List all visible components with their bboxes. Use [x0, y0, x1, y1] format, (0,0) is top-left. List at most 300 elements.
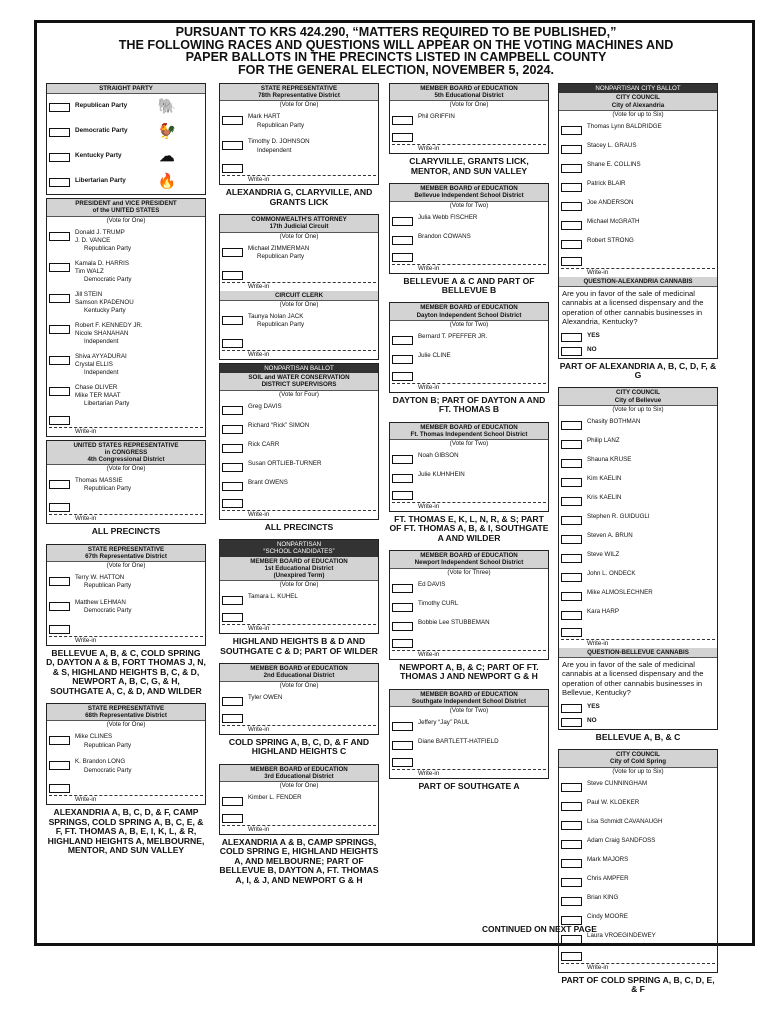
precinct-list: PART OF ALEXANDRIA A, B, C, D, F, & G [559, 360, 717, 381]
banner-line: “SCHOOL CANDIDATES” [263, 548, 335, 556]
contest-header-line: MEMBER BOARD of EDUCATION [420, 690, 518, 698]
vote-checkbox[interactable] [561, 126, 582, 135]
party-affiliation: Republican Party [257, 321, 305, 329]
party-affiliation: Republican Party [84, 741, 132, 749]
candidate-row [559, 453, 717, 472]
candidate-row [390, 716, 548, 735]
candidate-row [390, 597, 548, 616]
write-in-checkbox[interactable] [222, 499, 243, 508]
vote-checkbox[interactable] [392, 584, 413, 593]
candidate-name: Mike TER MAAT [75, 391, 121, 399]
write-in-checkbox[interactable] [561, 628, 582, 637]
party-affiliation: Democratic Party [84, 607, 132, 615]
vote-checkbox[interactable] [392, 336, 413, 345]
vote-checkbox[interactable] [561, 535, 582, 544]
vote-checkbox[interactable] [49, 761, 70, 770]
candidate-row [47, 596, 205, 621]
vote-checkbox[interactable] [561, 859, 582, 868]
vote-checkbox[interactable] [49, 103, 70, 112]
vote-checkbox[interactable] [49, 577, 70, 586]
contest-header-line: 68th Representative District [85, 712, 167, 720]
candidate-row [559, 567, 717, 586]
straight-party-box [46, 83, 206, 195]
vote-checkbox[interactable] [561, 592, 582, 601]
party-affiliation: Democratic Party [84, 276, 132, 284]
vote-checkbox[interactable] [49, 480, 70, 489]
contest-box [46, 198, 206, 436]
contest-header-line: UNITED STATES REPRESENTATIVE [73, 441, 179, 449]
write-in-label: Write-in [248, 282, 270, 290]
question-option [559, 715, 717, 729]
contest-header-line: SOIL and WATER CONSERVATION [248, 374, 350, 382]
vote-for-instruction: (Vote for One) [279, 300, 319, 308]
vote-checkbox[interactable] [49, 602, 70, 611]
contest-header [390, 423, 548, 440]
candidate-name: Jeffery “Jay” PAUL [418, 718, 470, 726]
candidate-name: Jill STEIN [75, 290, 103, 298]
candidate-name: Steven A. BRUN [587, 531, 633, 539]
vote-checkbox[interactable] [561, 821, 582, 830]
vote-checkbox[interactable] [561, 704, 582, 713]
candidate-name: J. D. VANCE [75, 236, 111, 244]
candidate-name: Phil GRIFFIN [418, 113, 455, 121]
write-in-line[interactable] [49, 427, 203, 428]
precinct-list: ALL PRECINCTS [91, 526, 161, 537]
contest-header-line: CITY COUNCIL [616, 389, 660, 397]
vote-checkbox[interactable] [49, 232, 70, 241]
vote-checkbox[interactable] [222, 444, 243, 453]
vote-checkbox[interactable] [392, 236, 413, 245]
precinct-list: NEWPORT A, B, & C; PART OF FT. THOMAS J AND NEWPORT G & H [399, 661, 539, 682]
candidate-row [559, 777, 717, 796]
candidate-name: Tyler OWEN [248, 693, 283, 701]
vote-checkbox[interactable] [49, 153, 70, 162]
write-in-line[interactable] [392, 769, 546, 770]
candidate-name: Donald J. TRUMP [75, 228, 125, 236]
write-in-checkbox[interactable] [49, 625, 70, 634]
party-affiliation: Republican Party [257, 252, 305, 260]
write-in-checkbox[interactable] [392, 372, 413, 381]
vote-checkbox[interactable] [49, 263, 70, 272]
write-in-checkbox[interactable] [222, 814, 243, 823]
write-in-label: Write-in [75, 637, 97, 645]
candidate-row [390, 211, 548, 230]
candidate-name: Susan ORTLIEB-TURNER [248, 459, 322, 467]
candidate-row [390, 449, 548, 468]
vote-checkbox[interactable] [49, 294, 70, 303]
write-in-line[interactable] [222, 624, 376, 625]
vote-checkbox[interactable] [222, 697, 243, 706]
title-line: PAPER BALLOTS IN THE PRECINCTS LISTED IN CAMPBELL COUNTY [185, 50, 607, 65]
write-in-row [559, 950, 717, 972]
contest-header [559, 277, 717, 287]
candidate-name: Julie CLINE [418, 351, 451, 359]
continued-note: CONTINUED ON NEXT PAGE [482, 924, 597, 934]
ballot-column-4 [558, 83, 718, 1001]
vote-checkbox[interactable] [222, 463, 243, 472]
candidate-row [559, 120, 717, 139]
vote-checkbox[interactable] [392, 455, 413, 464]
candidate-name: Shiva AYYADURAI [75, 352, 127, 360]
write-in-checkbox[interactable] [222, 613, 243, 622]
candidate-row [220, 457, 378, 476]
write-in-label: Write-in [248, 825, 270, 833]
write-in-row [390, 489, 548, 511]
write-in-checkbox[interactable] [222, 271, 243, 280]
candidate-name: Kara HARP [587, 607, 619, 615]
candidate-name: Brian KING [587, 893, 619, 901]
write-in-label: Write-in [75, 427, 97, 435]
candidate-name: Terry W. HATTON [75, 574, 125, 582]
vote-checkbox[interactable] [49, 178, 70, 187]
ballot-question-text: Are you in favor of the sale of medicinal cannabis at a licensed dispensary and the operation of other cannabis businesses in Bellevue, Kentucky? [562, 660, 704, 698]
candidate-row [559, 472, 717, 491]
write-in-checkbox[interactable] [392, 758, 413, 767]
contest-header-line: City of Bellevue [614, 396, 662, 404]
vote-checkbox[interactable] [561, 840, 582, 849]
write-in-line[interactable] [222, 282, 376, 283]
contest-header-line: City of Alexandria [611, 101, 665, 109]
contest-header-line: MEMBER BOARD of EDUCATION [420, 185, 518, 193]
vote-checkbox[interactable] [561, 459, 582, 468]
write-in-label: Write-in [418, 383, 440, 391]
vote-checkbox[interactable] [561, 333, 582, 342]
vote-checkbox[interactable] [222, 141, 243, 150]
write-in-label: Write-in [248, 176, 270, 184]
vote-checkbox[interactable] [561, 573, 582, 582]
candidate-name: Cindy MOORE [587, 912, 628, 920]
page-title [40, 26, 752, 76]
candidate-row [390, 230, 548, 249]
candidate-name: Timothy D. JOHNSON [248, 138, 310, 146]
vote-checkbox[interactable] [222, 596, 243, 605]
precinct-list: BELLEVUE A, B, & C, COLD SPRING D, DAYTON A & B, FORT THOMAS J, N, & S, HIGHLAND HEIGHTS B, C, & D, NEWPORT A, B, C, G, & H, SOUTHGATE A, C, & D, AND WILDER [46, 648, 206, 696]
write-in-row [390, 756, 548, 778]
write-in-line[interactable] [49, 514, 203, 515]
vote-for-instruction: (Vote for up to Six) [612, 110, 664, 118]
write-in-line[interactable] [222, 725, 376, 726]
vote-checkbox[interactable] [222, 425, 243, 434]
write-in-line[interactable] [222, 175, 376, 176]
write-in-checkbox[interactable] [222, 714, 243, 723]
contest-header [220, 664, 378, 681]
vote-checkbox[interactable] [222, 406, 243, 415]
write-in-row [47, 623, 205, 645]
precinct-list: PART OF COLD SPRING A, B, C, D, E, & F [561, 974, 715, 994]
contest-header [390, 184, 548, 201]
party-affiliation: Republican Party [257, 121, 305, 129]
vote-checkbox[interactable] [561, 202, 582, 211]
write-in-checkbox[interactable] [49, 503, 70, 512]
vote-checkbox[interactable] [561, 421, 582, 430]
party-affiliation: Independent [84, 369, 119, 377]
contest-header [390, 551, 548, 568]
vote-checkbox[interactable] [561, 611, 582, 620]
precinct-list: COLD SPRING A, B, C, D, & F AND HIGHLAND HEIGHTS C [228, 736, 370, 757]
candidate-name: Mike CLINES [75, 733, 113, 741]
contest-header [220, 291, 378, 301]
vote-for-instruction: (Vote for up to Six) [612, 767, 664, 775]
vote-checkbox[interactable] [561, 497, 582, 506]
write-in-line[interactable] [561, 268, 715, 269]
contest-header-line: CIRCUIT CLERK [274, 291, 324, 299]
contest-box [219, 83, 379, 185]
vote-checkbox[interactable] [392, 622, 413, 631]
contest-box [389, 550, 549, 659]
contest-header [559, 648, 717, 658]
write-in-checkbox[interactable] [392, 639, 413, 648]
vote-for-instruction: (Vote for Four) [279, 390, 319, 398]
candidate-row [559, 177, 717, 196]
candidate-name: Robert F. KENNEDY JR. [75, 321, 143, 329]
candidate-row [559, 853, 717, 872]
candidate-row [559, 815, 717, 834]
contest-header-line: Newport Independent School District [414, 559, 524, 567]
vote-checkbox[interactable] [561, 516, 582, 525]
candidate-name: Mark MAJORS [587, 855, 629, 863]
contest-header-line: QUESTION-BELLEVUE CANNABIS [587, 648, 689, 656]
write-in-row [220, 162, 378, 184]
precinct-list: DAYTON B; PART OF DAYTON A AND FT. THOMAS B [392, 394, 546, 415]
write-in-row [220, 497, 378, 519]
nonpartisan-banner [220, 364, 378, 373]
vote-checkbox[interactable] [561, 240, 582, 249]
contest-header-line: QUESTION-ALEXANDRIA CANNABIS [583, 277, 693, 285]
candidate-name: Mike ALMOSLECHNER [587, 588, 653, 596]
vote-checkbox[interactable] [561, 878, 582, 887]
vote-checkbox[interactable] [561, 478, 582, 487]
candidate-name: Matthew LEHMAN [75, 599, 126, 607]
write-in-row [220, 337, 378, 359]
contest-header-line: Ft. Thomas Independent School District [410, 430, 528, 438]
candidate-row [390, 349, 548, 368]
vote-for-instruction: (Vote for Two) [449, 201, 489, 209]
vote-checkbox[interactable] [561, 164, 582, 173]
candidate-name: Mark HART [248, 113, 281, 121]
write-in-checkbox[interactable] [561, 257, 582, 266]
vote-checkbox[interactable] [49, 128, 70, 137]
contest-header-line: 67th Representative District [85, 552, 167, 560]
write-in-line[interactable] [392, 650, 546, 651]
candidate-name: Thomas Lynn BALDRIDGE [587, 122, 662, 130]
write-in-label: Write-in [587, 268, 609, 276]
party-affiliation: Independent [257, 146, 292, 154]
vote-checkbox[interactable] [561, 145, 582, 154]
contest-header: STRAIGHT PARTY [47, 84, 205, 94]
contest-box [219, 363, 379, 520]
vote-checkbox[interactable] [561, 347, 582, 356]
candidate-name: Steve WILZ [587, 550, 620, 558]
vote-checkbox[interactable] [561, 221, 582, 230]
vote-for-instruction: (Vote for One) [279, 232, 319, 240]
vote-checkbox[interactable] [222, 482, 243, 491]
candidate-name: Timothy CURL [418, 599, 459, 607]
write-in-checkbox[interactable] [392, 253, 413, 262]
contest-header-line: City of Cold Spring [609, 758, 667, 766]
contest-header [220, 215, 378, 232]
write-in-line[interactable] [222, 510, 376, 511]
write-in-label: Write-in [248, 625, 270, 633]
vote-checkbox[interactable] [561, 783, 582, 792]
vote-checkbox[interactable] [222, 797, 243, 806]
vote-checkbox[interactable] [561, 554, 582, 563]
candidate-row [559, 891, 717, 910]
candidate-row [220, 242, 378, 267]
vote-checkbox[interactable] [561, 935, 582, 944]
candidate-row [220, 310, 378, 335]
vote-checkbox[interactable] [561, 897, 582, 906]
candidate-row [220, 438, 378, 457]
title-line: PURSUANT TO KRS 424.290, “MATTERS REQUIRED TO BE PUBLISHED,” [175, 25, 617, 39]
candidate-name: Adam Craig SANDFOSS [587, 836, 656, 844]
vote-for-instruction: (Vote for Two) [449, 440, 489, 448]
write-in-line[interactable] [222, 350, 376, 351]
candidate-row [559, 434, 717, 453]
vote-for-instruction: (Vote for One) [106, 216, 146, 224]
write-in-checkbox[interactable] [392, 491, 413, 500]
question-option [559, 701, 717, 715]
option-label: NO [587, 345, 597, 353]
contest-box [389, 422, 549, 512]
candidate-name: Greg DAVIS [248, 402, 282, 410]
write-in-checkbox[interactable] [561, 952, 582, 961]
write-in-line[interactable] [392, 264, 546, 265]
write-in-checkbox[interactable] [392, 133, 413, 142]
vote-checkbox[interactable] [561, 183, 582, 192]
candidate-row [559, 158, 717, 177]
vote-checkbox[interactable] [392, 741, 413, 750]
vote-checkbox[interactable] [222, 248, 243, 257]
write-in-checkbox[interactable] [49, 784, 70, 793]
candidate-name: Tim WALZ [75, 267, 104, 275]
contest-box [219, 214, 379, 360]
precinct-list: ALEXANDRIA G, CLARYVILLE, AND GRANTS LICK [225, 187, 373, 207]
contest-header-line: STATE REPRESENTATIVE [87, 545, 165, 553]
candidate-row [220, 135, 378, 160]
vote-checkbox[interactable] [561, 718, 582, 727]
write-in-row [220, 712, 378, 734]
contest-box [46, 544, 206, 646]
write-in-checkbox[interactable] [222, 339, 243, 348]
write-in-row [220, 611, 378, 633]
write-in-line[interactable] [561, 639, 715, 640]
candidate-row [220, 691, 378, 710]
contest-header-line: MEMBER BOARD of EDUCATION [250, 765, 348, 773]
candidate-name: K. Brandon LONG [75, 758, 126, 766]
contest-header-line: (Unexpired Term) [273, 572, 325, 580]
vote-checkbox[interactable] [561, 440, 582, 449]
option-label: YES [587, 702, 600, 710]
write-in-checkbox[interactable] [222, 164, 243, 173]
vote-for-instruction: (Vote for One) [106, 721, 146, 729]
candidate-row [220, 110, 378, 135]
candidate-name: Brandon COWANS [418, 232, 471, 240]
write-in-label: Write-in [418, 769, 440, 777]
contest-header [47, 704, 205, 721]
candidate-name: Chase OLIVER [75, 383, 118, 391]
party-label: Kentucky Party [75, 152, 122, 160]
write-in-row [390, 637, 548, 659]
candidate-name: Diane BARTLETT-HATFIELD [418, 737, 499, 745]
write-in-line[interactable] [222, 825, 376, 826]
candidate-row [559, 834, 717, 853]
candidate-row [47, 474, 205, 499]
candidate-name: Michael McGRATH [587, 217, 640, 225]
contest-header-line: Dayton Independent School District [416, 311, 522, 319]
write-in-line[interactable] [392, 502, 546, 503]
candidate-row [559, 605, 717, 624]
vote-checkbox[interactable] [392, 603, 413, 612]
precinct-list: ALL PRECINCTS [264, 521, 334, 532]
vote-checkbox[interactable] [561, 802, 582, 811]
candidate-name: Tamara L. KUHEL [248, 593, 298, 601]
vote-checkbox[interactable] [392, 217, 413, 226]
party-label: Libertarian Party [75, 177, 126, 185]
vote-checkbox[interactable] [49, 387, 70, 396]
contest-header [47, 441, 205, 466]
candidate-name: Kim KAELIN [587, 474, 622, 482]
contest-header-line: 78th Representative District [258, 92, 340, 100]
candidate-row [220, 419, 378, 438]
candidate-name: Philip LANZ [587, 436, 620, 444]
vote-checkbox[interactable] [392, 722, 413, 731]
candidate-name: Chris AMPFER [587, 874, 629, 882]
vote-checkbox[interactable] [392, 355, 413, 364]
contest-header-line: MEMBER BOARD of EDUCATION [420, 423, 518, 431]
vote-checkbox[interactable] [392, 116, 413, 125]
write-in-checkbox[interactable] [49, 416, 70, 425]
vote-for-instruction: (Vote for up to Six) [612, 405, 664, 413]
title-line: THE FOLLOWING RACES AND QUESTIONS WILL APPEAR ON THE VOTING MACHINES AND [118, 37, 674, 52]
contest-box [558, 387, 718, 729]
contest-box [389, 689, 549, 779]
candidate-name: Chasity BOTHMAN [587, 417, 641, 425]
vote-checkbox[interactable] [49, 736, 70, 745]
candidate-name: Ed DAVIS [418, 580, 446, 588]
candidate-name: Kamala D. HARRIS [75, 259, 129, 267]
write-in-row [220, 812, 378, 834]
contest-header [559, 93, 717, 110]
vote-checkbox[interactable] [222, 316, 243, 325]
write-in-line[interactable] [49, 795, 203, 796]
banner-line: NONPARTISAN [276, 541, 322, 549]
write-in-line[interactable] [392, 144, 546, 145]
write-in-line[interactable] [561, 963, 715, 964]
contest-box [558, 749, 718, 972]
contest-header-line: STATE REPRESENTATIVE [260, 85, 338, 92]
contest-header-line: 3rd Educational District [264, 772, 334, 780]
banner-line: NONPARTISAN CITY BALLOT [595, 85, 681, 92]
contest-header-line: Southgate Independent School District [411, 697, 527, 705]
write-in-line[interactable] [49, 636, 203, 637]
write-in-row [390, 251, 548, 273]
contest-box [46, 703, 206, 805]
vote-for-instruction: (Vote for One) [279, 681, 319, 689]
contest-box [558, 83, 718, 359]
write-in-row [559, 255, 717, 277]
vote-checkbox[interactable] [49, 325, 70, 334]
vote-checkbox[interactable] [222, 116, 243, 125]
contest-header-line: 2nd Educational District [263, 672, 335, 680]
vote-checkbox[interactable] [392, 474, 413, 483]
contest-header-line: 1st Educational District [264, 565, 334, 573]
straight-party-option [47, 94, 205, 119]
write-in-line[interactable] [392, 383, 546, 384]
option-label: YES [587, 331, 600, 339]
candidate-row [47, 257, 205, 288]
vote-for-instruction: (Vote for One) [106, 562, 146, 570]
vote-checkbox[interactable] [49, 356, 70, 365]
